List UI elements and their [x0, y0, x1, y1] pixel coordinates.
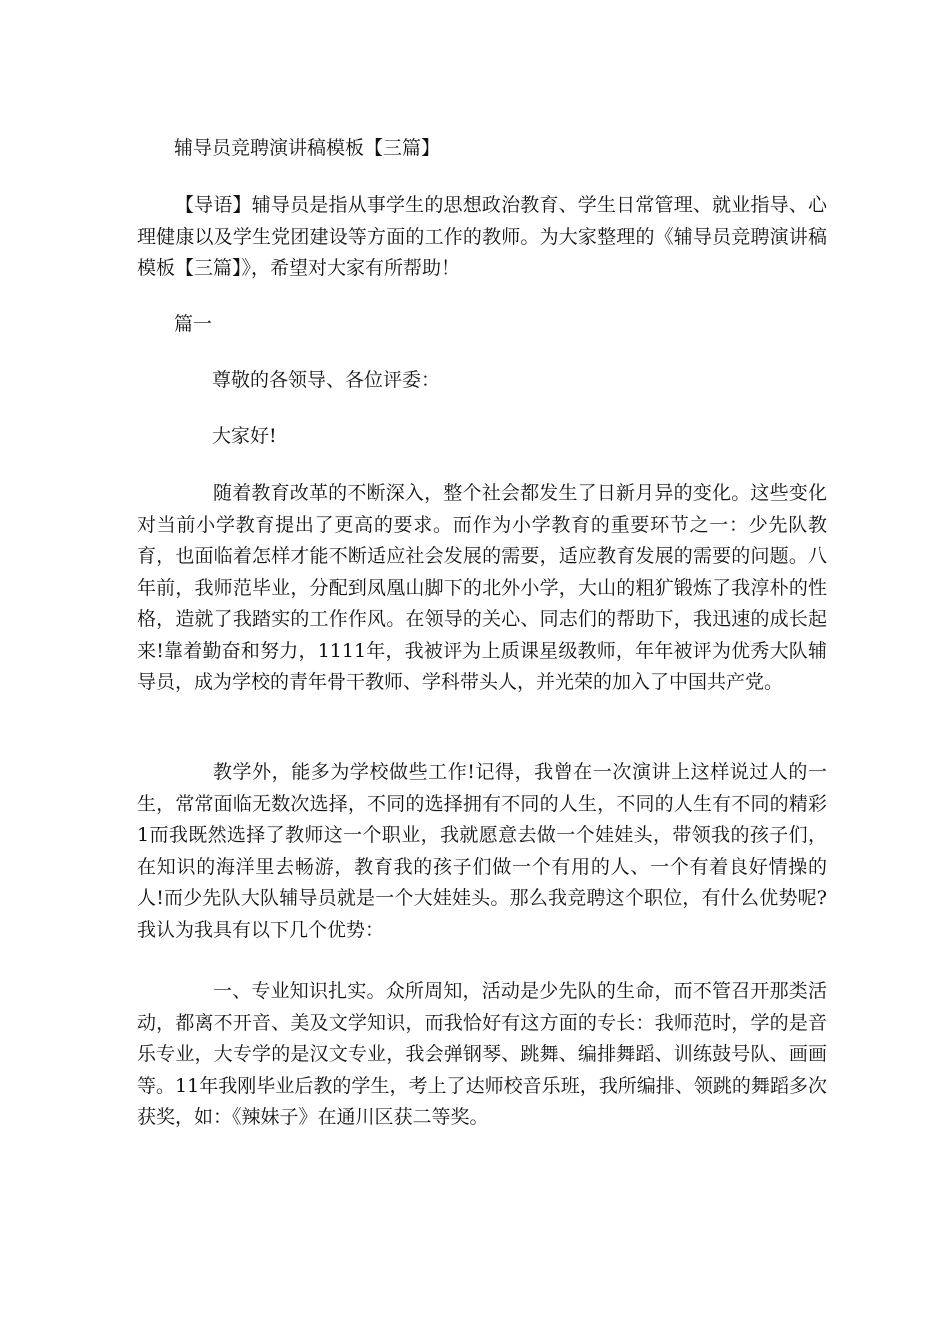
body-paragraph-2: 教学外，能多为学校做些工作!记得，我曾在一次演讲上这样说过人的一生，常常面临无数次选择，不同的选择拥有不同的人生，不同的人生有不同的精彩1而我既然选择了教师这一个职业，我就愿意去做一个娃娃头，带领我的孩子们，在知识的海洋里去畅游，教育我的孩子们做一个有用的人、一个有着良好情操的人!而少先队大队辅导员就是一个大娃娃头。那么我竞聘这个职位，有什么优势呢?我认为我具有以下几个优势：	[137, 761, 827, 941]
section-label: 篇一	[174, 313, 213, 335]
greeting: 大家好!	[212, 425, 277, 447]
body-paragraph-3: 一、专业知识扎实。众所周知，活动是少先队的生命，而不管召开那类活动，都离不开音、美及文学知识，而我恰好有这方面的专长：我师范时，学的是音乐专业，大专学的是汉文专业，我会弹钢琴、跳舞、编排舞蹈、训练鼓号队、画画等。11年我刚毕业后教的学生，考上了达师校音乐班，我所编排、领跳的舞蹈多次获奖，如：《辣妹子》在通川区获二等奖。	[137, 980, 827, 1128]
intro-paragraph: 【导语】辅导员是指从事学生的思想政治教育、学生日常管理、就业指导、心理健康以及学生党团建设等方面的工作的教师。为大家整理的《辅导员竞聘演讲稿模板【三篇】》，希望对大家有所帮助！	[137, 194, 827, 279]
body-paragraph-1: 随着教育改革的不断深入，整个社会都发生了日新月异的变化。这些变化对当前小学教育提出了更高的要求。而作为小学教育的重要环节之一：少先队教育，也面临着怎样才能不断适应社会发展的需要，适应教育发展的需要的问题。八年前，我师范毕业，分配到凤凰山脚下的北外小学，大山的粗犷锻炼了我淳朴的性格，造就了我踏实的工作作风。在领导的关心、同志们的帮助下，我迅速的成长起来!靠着勤奋和努力，1111年，我被评为上质课星级教师，年年被评为优秀大队辅导员，成为学校的青年骨干教师、学科带头人，并光荣的加入了中国共产党。	[137, 482, 827, 693]
document-title: 辅导员竞聘演讲稿模板【三篇】	[174, 137, 441, 159]
salutation: 尊敬的各领导、各位评委：	[212, 369, 441, 391]
